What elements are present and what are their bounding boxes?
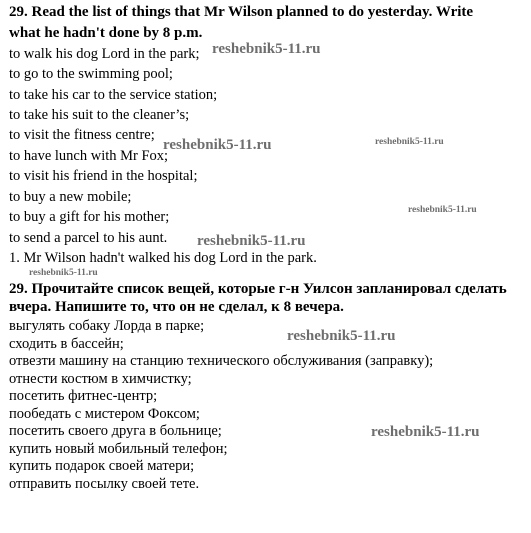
russian-item: купить новый мобильный телефон;	[9, 441, 228, 457]
english-item: to take his car to the service station;	[9, 87, 218, 103]
english-item: to buy a gift for his mother;	[9, 209, 170, 225]
english-item: to walk his dog Lord in the park;	[9, 46, 200, 62]
english-item: to go to the swimming pool;	[9, 66, 173, 82]
english-item: to buy a new mobile;	[9, 189, 132, 205]
watermark: reshebnik5-11.ru	[375, 137, 444, 147]
english-heading-line-1: 29. Read the list of things that Mr Wilson planned to do yesterday. Write	[9, 4, 474, 20]
watermark: reshebnik5-11.ru	[197, 233, 306, 249]
english-item: to visit his friend in the hospital;	[9, 168, 198, 184]
english-item: to take his suit to the cleaner’s;	[9, 107, 190, 123]
watermark: reshebnik5-11.ru	[408, 205, 477, 215]
english-item: to have lunch with Mr Fox;	[9, 148, 169, 164]
english-heading-line-2: what he hadn't done by 8 p.m.	[9, 25, 203, 41]
russian-item: отвезти машину на станцию технического обслуживания (заправку);	[9, 353, 434, 369]
english-item: to send a parcel to his aunt.	[9, 230, 168, 246]
russian-item: пообедать с мистером Фоксом;	[9, 406, 200, 422]
russian-item: посетить фитнес-центр;	[9, 388, 158, 404]
russian-item: отнести костюм в химчистку;	[9, 371, 192, 387]
russian-item: отправить посылку своей тете.	[9, 476, 200, 492]
russian-item: посетить своего друга в больнице;	[9, 423, 222, 439]
english-item: to visit the fitness centre;	[9, 127, 155, 143]
russian-heading-line-2: вчера. Напишите то, что он не сделал, к 8 вечера.	[9, 299, 344, 315]
russian-heading-line-1: 29. Прочитайте список вещей, которые г-н Уилсон запланировал сделать	[9, 281, 507, 297]
russian-item: сходить в бассейн;	[9, 336, 124, 352]
watermark: reshebnik5-11.ru	[371, 424, 480, 440]
watermark: reshebnik5-11.ru	[212, 41, 321, 57]
russian-item: купить подарок своей матери;	[9, 458, 195, 474]
watermark: reshebnik5-11.ru	[163, 137, 272, 153]
russian-item: выгулять собаку Лорда в парке;	[9, 318, 205, 334]
watermark: reshebnik5-11.ru	[29, 268, 98, 278]
english-answer: 1. Mr Wilson hadn't walked his dog Lord in the park.	[9, 250, 317, 266]
watermark: reshebnik5-11.ru	[287, 328, 396, 344]
